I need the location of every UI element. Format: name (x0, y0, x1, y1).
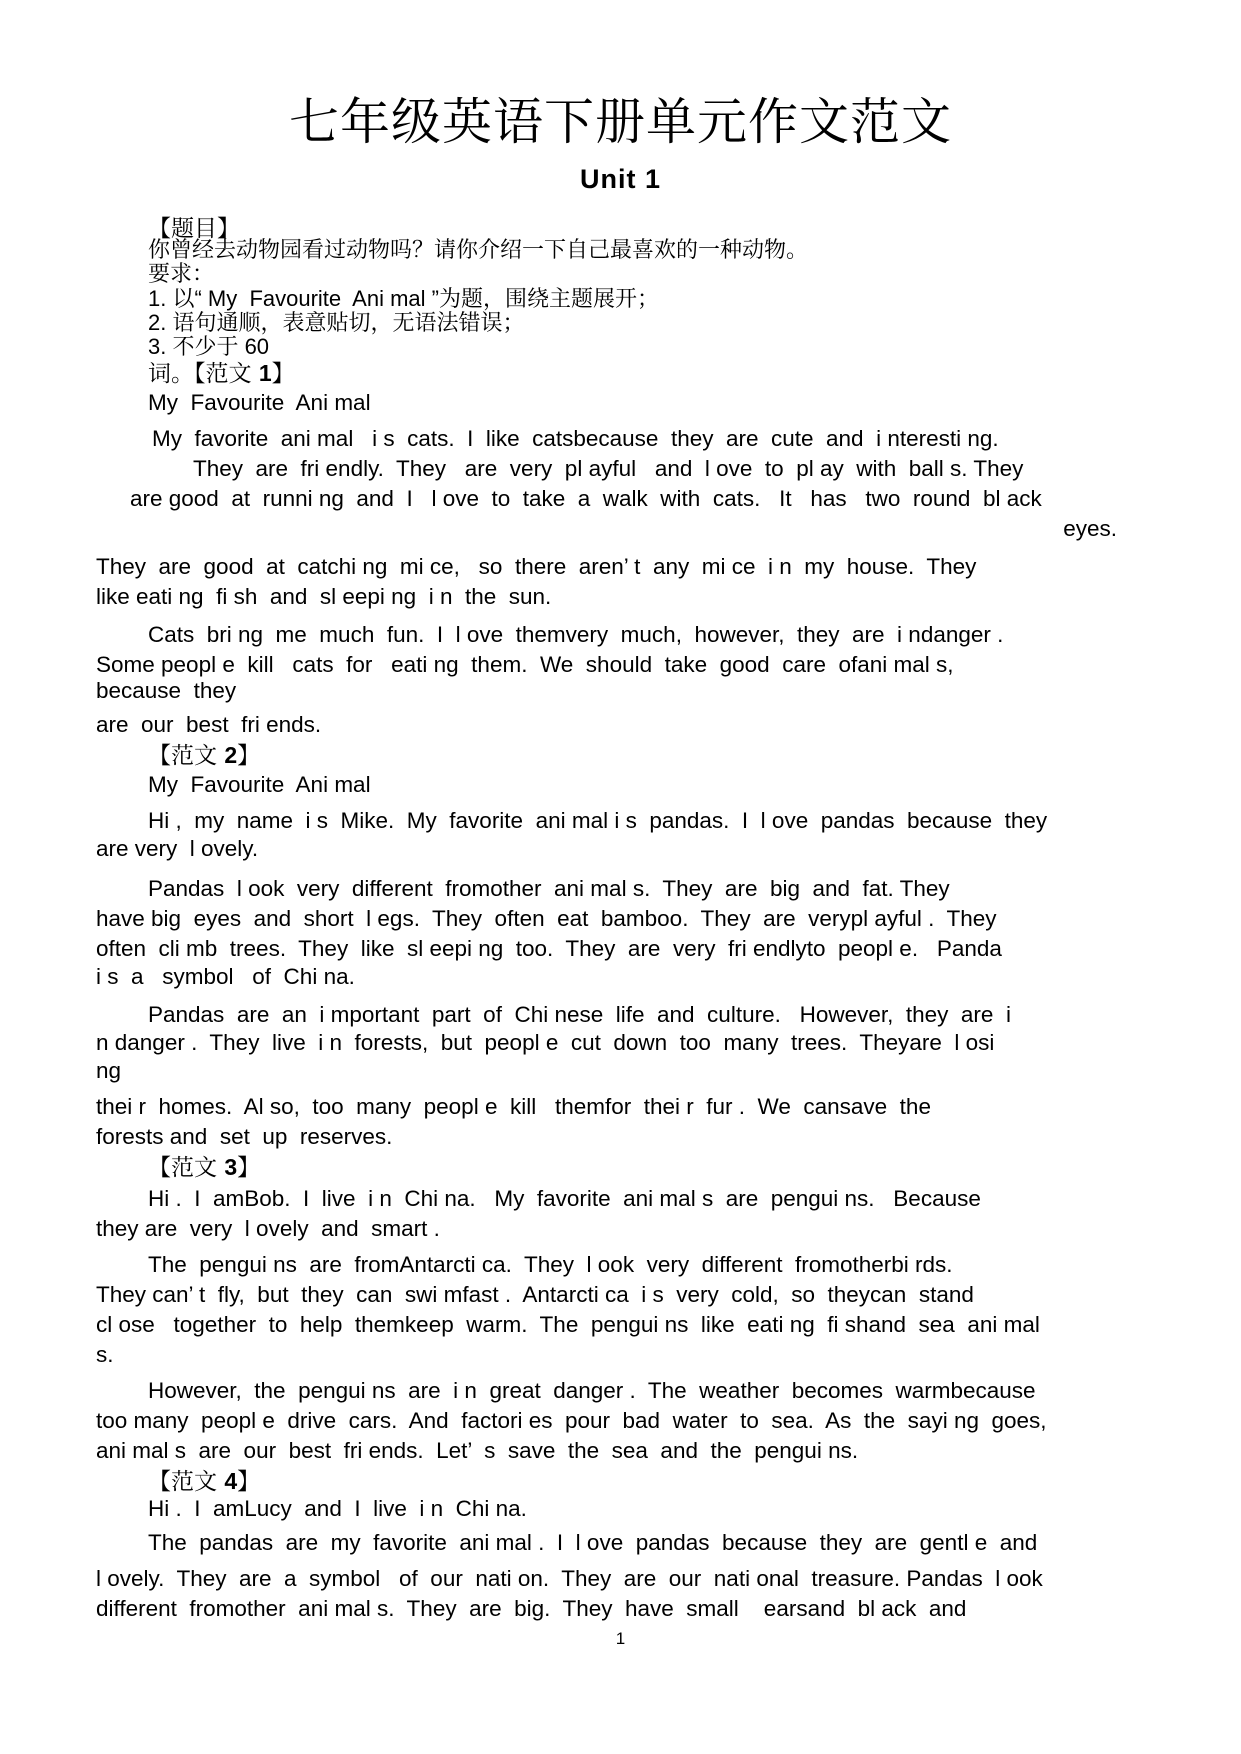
essay-1-line: They are good at catchi ng mi ce, so there aren’ t any mi ce i n my house. They (96, 554, 977, 579)
essay-3-number: 3 (224, 1154, 238, 1180)
essay-1-heading (148, 358, 295, 389)
essay-2-line: Pandas l ook very different fromother ani mal s. They are big and fat. They (148, 876, 950, 901)
essay-2-title: My Favourite Ani mal (148, 772, 371, 797)
essay-3-line: However, the pengui ns are i n great danger . The weather becomes warmbecause (148, 1378, 1036, 1403)
essay-1-label: 【范文 (194, 361, 259, 387)
essay-2-line: Pandas are an i mportant part of Chi nese life and culture. However, they are i (148, 1002, 1011, 1027)
essay-3-line: too many peopl e drive cars. And factori es pour bad water to sea. As the sayi ng goes, (96, 1408, 1047, 1433)
essay-4-label-close: 】 (237, 1469, 261, 1495)
essay-2-label: 【范文 (148, 743, 225, 769)
essay-4-number: 4 (224, 1468, 238, 1494)
essay-4-line: Hi . I amLucy and I live i n Chi na. (148, 1496, 527, 1521)
essay-1-line: are our best fri ends. (96, 712, 322, 737)
essay-3-label-close: 】 (237, 1155, 261, 1181)
essay-1-line: because they (96, 678, 237, 703)
essay-2-line: are very l ovely. (96, 836, 259, 861)
essay-2-line: Hi , my name i s Mike. My favorite ani mal i s pandas. I l ove pandas because they (148, 808, 1048, 833)
essay-3-line: Hi . I amBob. I live i n Chi na. My favorite ani mal s are pengui ns. Because (148, 1186, 981, 1211)
essay-1-title: My Favourite Ani mal (148, 390, 371, 415)
essay-1-line: eyes. (1063, 516, 1117, 541)
essay-3-line: The pengui ns are fromAntarcti ca. They l ook very different fromotherbi rds. (148, 1252, 953, 1277)
essay-2-number: 2 (224, 742, 238, 768)
essay-1-line: My favorite ani mal i s cats. I like catsbecause they are cute and i nteresti ng. (152, 426, 999, 451)
page-number: 1 (615, 1629, 626, 1648)
task-heading: 【题目】 (148, 216, 240, 242)
essay-2-label-close: 】 (237, 743, 261, 769)
essay-1-number: 1 (258, 360, 272, 386)
essay-2-line: thei r homes. Al so, too many peopl e kill themfor thei r fur . We cansave the (96, 1094, 931, 1119)
essay-2-line: often cli mb trees. They like sl eepi ng too. They are very fri endlyto peopl e. Panda (96, 936, 1002, 961)
essay-4-heading (148, 1466, 260, 1497)
task-requirement-3: 3. 不少于 60 (148, 334, 270, 359)
task-requirement-2: 2. 语句通顺，表意贴切，无语法错误； (148, 310, 525, 335)
essay-3-line: cl ose together to help themkeep warm. The pengui ns like eati ng fi shand sea ani mal (96, 1312, 1040, 1337)
essay-1-line: They are fri endly. They are very pl ayful and l ove to pl ay with ball s. They (193, 456, 1024, 481)
essay-2-line: i s a symbol of Chi na. (96, 964, 355, 989)
essay-2-line: n danger . They live i n forests, but peopl e cut down too many trees. Theyare l osi (96, 1030, 995, 1055)
essay-1-line: Some peopl e kill cats for eati ng them. We should take good care ofani mal s, (96, 652, 954, 677)
essay-1-line: are good at runni ng and I l ove to take a walk with cats. It has two round bl ack (130, 486, 1042, 511)
task-requirement-1: 1. 以“ My Favourite Ani mal ”为题，围绕主题展开； (148, 286, 659, 311)
essay-2-heading (148, 740, 260, 771)
essay-4-line: different fromother ani mal s. They are big. They have small earsand bl ack and (96, 1596, 967, 1621)
essay-1-line: Cats bri ng me much fun. I l ove themvery much, however, they are i ndanger . (148, 622, 1004, 647)
essay-3-label: 【范文 (148, 1155, 225, 1181)
essay-2-line: forests and set up reserves. (96, 1124, 393, 1149)
essay-4-line: l ovely. They are a symbol of our nati on. They are our nati onal treasure. Pandas l ook (96, 1566, 1043, 1591)
essay-4-label: 【范文 (148, 1469, 225, 1495)
document-title: 七年级英语下册单元作文范文 (289, 93, 952, 151)
essay-2-line: ng (96, 1058, 122, 1083)
essay-1-label-close: 】 (271, 361, 295, 387)
essay-2-line: have big eyes and short l egs. They often eat bamboo. They are verypl ayful . They (96, 906, 997, 931)
essay-1-line: like eati ng fi sh and sl eepi ng i n the sun. (96, 584, 552, 609)
essay-3-line: ani mal s are our best fri ends. Let’ s save the sea and the pengui ns. (96, 1438, 859, 1463)
unit-heading: Unit 1 (579, 164, 661, 194)
task-requirements-label: 要求： (148, 262, 215, 287)
essay-3-heading (148, 1152, 260, 1183)
task-word-count-unit: 词。 (148, 361, 194, 387)
task-prompt: 你曾经去动物园看过动物吗？请你介绍一下自己最喜欢的一种动物。 (148, 238, 809, 263)
essay-4-line: The pandas are my favorite ani mal . I l ove pandas because they are gentl e and (148, 1530, 1038, 1555)
essay-3-line: s. (96, 1342, 114, 1367)
essay-3-line: They can’ t fly, but they can swi mfast . Antarcti ca i s very cold, so theycan stand (96, 1282, 974, 1307)
essay-3-line: they are very l ovely and smart . (96, 1216, 440, 1241)
